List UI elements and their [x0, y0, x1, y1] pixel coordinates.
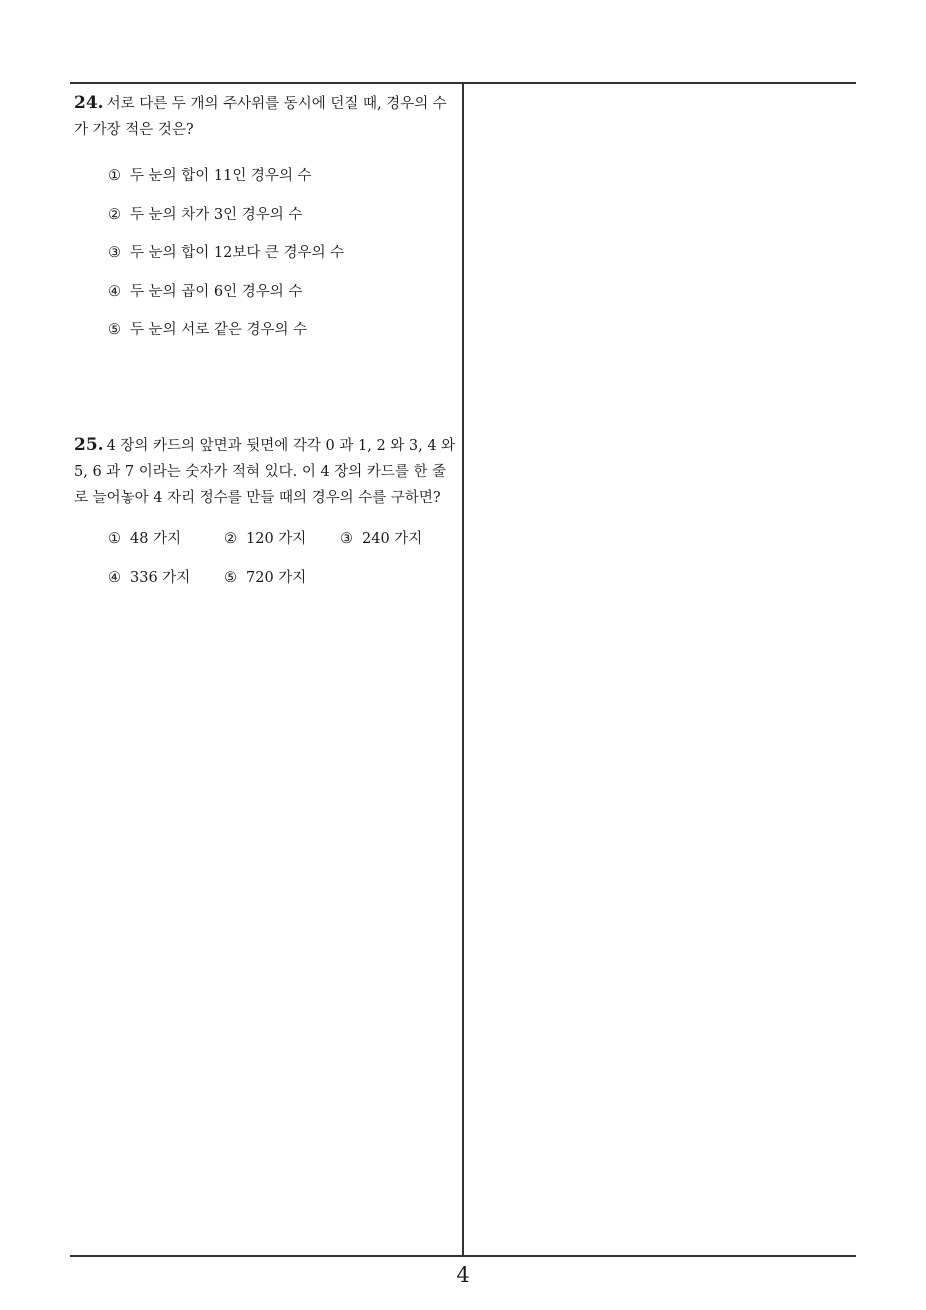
question-24-options	[74, 165, 458, 358]
q24-option-1-mark: ①	[108, 168, 121, 184]
question-24-stem	[74, 90, 458, 143]
question-24	[74, 90, 458, 358]
q24-option-5[interactable]	[108, 319, 458, 358]
q24-option-5-mark: ⑤	[108, 322, 121, 339]
question-25-options	[74, 528, 458, 605]
q25-option-2[interactable]	[224, 528, 340, 550]
q25-option-5-mark: ⑤	[224, 569, 237, 586]
q25-option-2-mark: ②	[224, 531, 237, 547]
q25-option-1-text: 48 가지	[130, 531, 182, 547]
page-number: 4	[456, 1263, 470, 1287]
q25-options-row-2	[108, 567, 458, 606]
q25-option-3-mark: ③	[340, 531, 353, 547]
q24-option-1-text: 두 눈의 합이 11인 경우의 수	[130, 168, 312, 184]
q25-option-4-text: 336 가지	[130, 569, 191, 586]
q24-option-4-mark: ④	[108, 283, 121, 300]
question-25-stem	[74, 432, 458, 511]
q24-option-3[interactable]	[108, 242, 458, 281]
q25-option-3[interactable]	[340, 528, 456, 550]
question-25-number: 25.	[74, 435, 104, 455]
q25-option-2-text: 120 가지	[246, 531, 307, 547]
question-24-number: 24.	[74, 93, 104, 113]
q25-option-5[interactable]	[224, 567, 340, 589]
question-24-text: 서로 다른 두 개의 주사위를 동시에 던질 때, 경우의 수가 가장 적은 것은?	[74, 96, 447, 138]
q24-option-2-text: 두 눈의 차가 3인 경우의 수	[130, 206, 303, 223]
q24-option-3-mark: ③	[108, 245, 121, 262]
q24-option-3-text: 두 눈의 합이 12보다 큰 경우의 수	[130, 245, 345, 262]
q25-option-4[interactable]	[108, 567, 224, 589]
q24-option-4-text: 두 눈의 곱이 6인 경우의 수	[130, 283, 303, 300]
q25-option-5-text: 720 가지	[246, 569, 307, 586]
column-divider	[462, 82, 464, 1257]
q24-option-1[interactable]	[108, 165, 458, 204]
q25-option-3-text: 240 가지	[362, 531, 423, 547]
q25-option-1[interactable]	[108, 528, 224, 550]
q25-option-4-mark: ④	[108, 569, 121, 586]
q24-option-2[interactable]	[108, 204, 458, 243]
q24-option-5-text: 두 눈의 서로 같은 경우의 수	[130, 322, 308, 339]
q25-option-1-mark: ①	[108, 531, 121, 547]
q24-option-4[interactable]	[108, 281, 458, 320]
question-25	[74, 432, 458, 605]
q25-options-row-1	[108, 528, 458, 567]
question-25-text: 4 장의 카드의 앞면과 뒷면에 각각 0 과 1, 2 와 3, 4 와 5, 6 과 7 이라는 숫자가 적혀 있다. 이 4 장의 카드를 한 줄로 늘어놓아 4 자리 정수를 만들 때의 경우의 수를 구하면?	[74, 438, 456, 506]
bottom-rule	[70, 1255, 856, 1257]
q24-option-2-mark: ②	[108, 206, 121, 223]
